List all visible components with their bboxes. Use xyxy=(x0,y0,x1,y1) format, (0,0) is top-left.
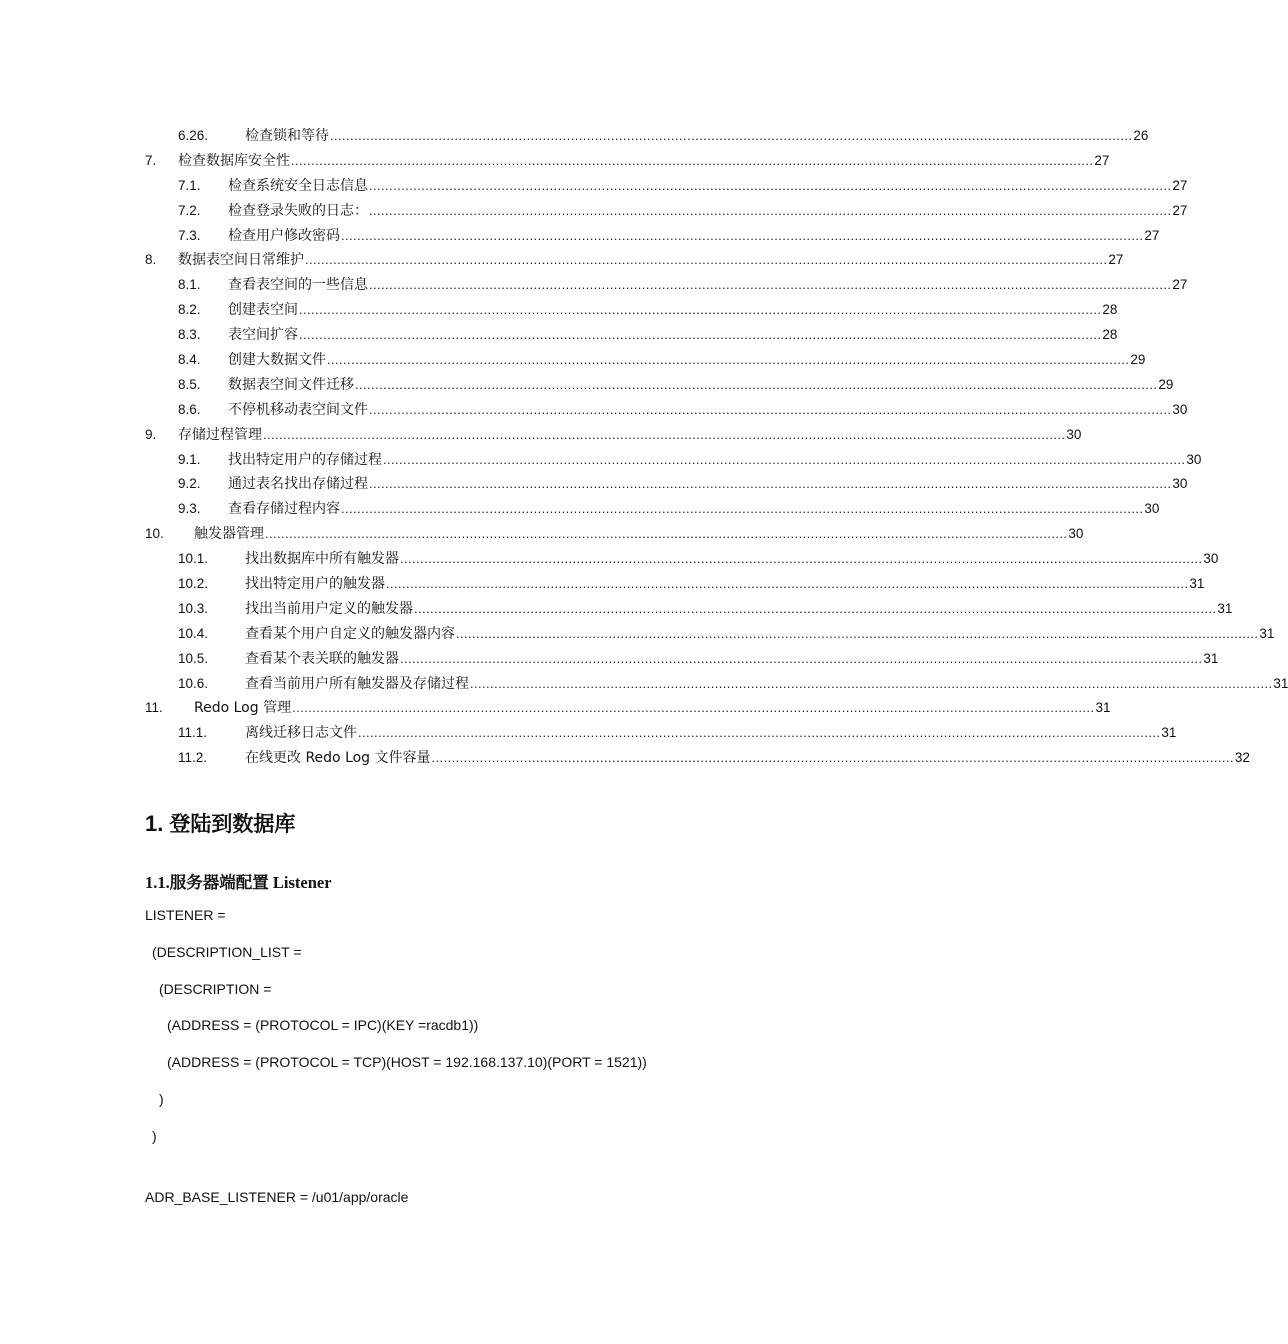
toc-entry-number: 10.3. xyxy=(178,600,209,616)
toc-leader-dots: ........................................................................................................................................................................................................ xyxy=(369,202,1172,218)
toc-entry-number: 9. xyxy=(145,426,157,442)
toc-entry[interactable] xyxy=(0,522,1084,547)
config-line: (DESCRIPTION = xyxy=(159,981,272,997)
toc-entry-page: 30 xyxy=(1066,426,1082,442)
toc-entry-title: Redo Log 管理 xyxy=(194,700,292,717)
toc-entry-number: 8.1. xyxy=(178,277,201,293)
toc-leader-dots: ........................................................................................................................................................................................................ xyxy=(299,302,1102,318)
toc-entry[interactable] xyxy=(0,373,1174,398)
toc-entry-title: 检查用户修改密码 xyxy=(228,227,340,244)
toc-leader-dots: ........................................................................................................................................................................................................ xyxy=(341,227,1144,243)
toc-entry[interactable] xyxy=(0,323,1118,348)
toc-entry-number: 9.2. xyxy=(178,476,201,492)
toc-entry-page: 27 xyxy=(1108,252,1124,268)
toc-entry-number: 8. xyxy=(145,252,157,268)
toc-entry-title: 数据表空间文件迁移 xyxy=(228,376,354,393)
toc-entry-number: 9.3. xyxy=(178,501,201,517)
toc-entry-title: 找出特定用户的触发器 xyxy=(245,576,385,593)
config-line: ADR_BASE_LISTENER = /u01/app/oracle xyxy=(145,1189,409,1205)
toc-entry-number: 7.3. xyxy=(178,227,201,243)
toc-entry-number: 7.2. xyxy=(178,202,201,218)
toc-entry-number: 11.2. xyxy=(178,750,208,766)
toc-entry[interactable] xyxy=(0,622,1275,647)
toc-entry-title: 创建大数据文件 xyxy=(228,352,326,369)
toc-leader-dots: ........................................................................................................................................................................................................ xyxy=(400,650,1203,666)
subsection-heading: 1.1.服务器端配置 Listener xyxy=(145,873,332,892)
toc-entry-title: 存储过程管理 xyxy=(178,426,262,443)
toc-entry[interactable] xyxy=(0,199,1188,224)
config-line: LISTENER = xyxy=(145,907,226,923)
toc-leader-dots: ........................................................................................................................................................................................................ xyxy=(414,600,1217,616)
toc-entry-number: 11.1. xyxy=(178,725,208,741)
section-title: 登陆到数据库 xyxy=(169,812,296,836)
toc-leader-dots: ........................................................................................................................................................................................................ xyxy=(291,152,1094,168)
toc-entry-title: 表空间扩容 xyxy=(228,327,298,344)
toc-entry[interactable] xyxy=(0,472,1188,497)
toc-entry[interactable] xyxy=(0,248,1124,273)
toc-entry[interactable] xyxy=(0,124,1149,149)
toc-leader-dots: ........................................................................................................................................................................................................ xyxy=(358,725,1161,741)
toc-entry-number: 10.5. xyxy=(178,650,209,666)
toc-leader-dots: ........................................................................................................................................................................................................ xyxy=(369,476,1172,492)
toc-entry[interactable] xyxy=(0,448,1202,473)
toc-leader-dots: ........................................................................................................................................................................................................ xyxy=(305,252,1108,268)
toc-leader-dots: ........................................................................................................................................................................................................ xyxy=(341,501,1144,517)
toc-leader-dots: ........................................................................................................................................................................................................ xyxy=(265,526,1068,542)
toc-entry-title: 找出特定用户的存储过程 xyxy=(228,451,382,468)
toc-entry-title: 检查系统安全日志信息 xyxy=(228,177,368,194)
table-of-contents xyxy=(0,124,1288,771)
config-line: ) xyxy=(152,1128,157,1144)
toc-entry-page: 27 xyxy=(1094,152,1110,168)
toc-entry-title: 查看某个表关联的触发器 xyxy=(245,650,399,667)
toc-entry-page: 30 xyxy=(1172,476,1188,492)
toc-entry-title: 找出当前用户定义的触发器 xyxy=(245,600,413,617)
toc-entry[interactable] xyxy=(0,696,1111,721)
toc-entry-title: 离线迁移日志文件 xyxy=(245,725,357,742)
config-line: (DESCRIPTION_LIST = xyxy=(152,944,302,960)
toc-entry-number: 9.1. xyxy=(178,451,201,467)
toc-entry-page: 30 xyxy=(1203,551,1219,567)
toc-leader-dots: ........................................................................................................................................................................................................ xyxy=(327,352,1130,368)
toc-entry-page: 31 xyxy=(1161,725,1177,741)
toc-entry-page: 26 xyxy=(1133,128,1149,143)
toc-leader-dots: ........................................................................................................................................................................................................ xyxy=(369,177,1172,193)
toc-entry-page: 28 xyxy=(1102,302,1118,318)
toc-entry[interactable] xyxy=(0,423,1082,448)
toc-entry-number: 10. xyxy=(145,526,164,542)
toc-entry-number: 7.1. xyxy=(178,177,201,193)
toc-entry-title: 检查登录失败的日志： xyxy=(228,202,368,219)
toc-entry[interactable] xyxy=(0,647,1219,672)
toc-entry-title: 检查锁和等待 xyxy=(245,128,329,144)
toc-entry[interactable] xyxy=(0,224,1160,249)
toc-leader-dots: ........................................................................................................................................................................................................ xyxy=(400,551,1203,567)
toc-leader-dots: ........................................................................................................................................................................................................ xyxy=(355,376,1158,392)
toc-entry-page: 32 xyxy=(1234,750,1250,766)
toc-entry-title: 查看某个用户自定义的触发器内容 xyxy=(245,625,455,642)
toc-entry-number: 8.4. xyxy=(178,352,201,368)
toc-leader-dots: ........................................................................................................................................................................................................ xyxy=(431,750,1234,766)
toc-leader-dots: ........................................................................................................................................................................................................ xyxy=(263,426,1066,442)
toc-leader-dots: ........................................................................................................................................................................................................ xyxy=(386,576,1189,592)
toc-entry-number: 8.6. xyxy=(178,401,201,417)
toc-entry-title: 找出数据库中所有触发器 xyxy=(245,551,399,568)
toc-entry-page: 30 xyxy=(1068,526,1084,542)
toc-entry-page: 28 xyxy=(1102,327,1118,343)
toc-entry[interactable] xyxy=(0,672,1288,697)
toc-entry-number: 10.1. xyxy=(178,551,209,567)
toc-entry-title: 创建表空间 xyxy=(228,302,298,319)
config-line: (ADDRESS = (PROTOCOL = IPC)(KEY =racdb1)) xyxy=(167,1017,479,1033)
toc-entry[interactable] xyxy=(0,348,1146,373)
toc-entry-title: 查看存储过程内容 xyxy=(228,501,340,518)
toc-leader-dots: ........................................................................................................................................................................................................ xyxy=(369,401,1172,417)
toc-leader-dots: ........................................................................................................................................................................................................ xyxy=(470,675,1273,691)
config-line: ) xyxy=(159,1091,164,1107)
toc-entry-number: 8.5. xyxy=(178,376,201,392)
toc-entry-page: 31 xyxy=(1203,650,1219,666)
toc-entry[interactable] xyxy=(0,572,1205,597)
toc-entry-number: 8.2. xyxy=(178,302,201,318)
toc-entry[interactable] xyxy=(0,746,1250,771)
toc-leader-dots: ........................................................................................................................................................................................................ xyxy=(456,625,1259,641)
toc-entry-page: 31 xyxy=(1189,576,1205,592)
toc-entry-page: 29 xyxy=(1130,352,1146,368)
toc-entry-page: 27 xyxy=(1172,277,1188,293)
toc-entry-title: 数据表空间日常维护 xyxy=(178,252,304,269)
toc-entry-title: 在线更改 Redo Log 文件容量 xyxy=(245,750,431,767)
toc-entry-number: 8.3. xyxy=(178,327,201,343)
toc-entry[interactable] xyxy=(0,721,1177,746)
toc-entry-page: 31 xyxy=(1095,700,1111,716)
toc-entry[interactable] xyxy=(0,597,1233,622)
toc-entry-number: 10.4. xyxy=(178,625,209,641)
toc-entry[interactable] xyxy=(0,547,1219,572)
toc-leader-dots: ........................................................................................................................................................................................................ xyxy=(299,327,1102,343)
toc-entry-number: 6.26. xyxy=(178,128,209,143)
toc-entry-page: 30 xyxy=(1186,451,1202,467)
toc-leader-dots: ........................................................................................................................................................................................................ xyxy=(369,277,1172,293)
toc-entry[interactable] xyxy=(0,149,1110,174)
toc-entry-number: 7. xyxy=(145,152,157,168)
toc-entry-page: 31 xyxy=(1273,675,1288,691)
toc-entry[interactable] xyxy=(0,497,1160,522)
config-line: (ADDRESS = (PROTOCOL = TCP)(HOST = 192.168.137.10)(PORT = 1521)) xyxy=(167,1054,647,1070)
toc-entry-page: 30 xyxy=(1144,501,1160,517)
toc-entry-title: 查看当前用户所有触发器及存储过程 xyxy=(245,675,469,692)
toc-entry-page: 27 xyxy=(1144,227,1160,243)
section-number: 1. xyxy=(145,811,164,836)
toc-entry-page: 27 xyxy=(1172,177,1188,193)
toc-entry-page: 27 xyxy=(1172,202,1188,218)
toc-entry-page: 31 xyxy=(1217,600,1233,616)
toc-entry[interactable] xyxy=(0,273,1188,298)
toc-entry-number: 10.2. xyxy=(178,576,209,592)
toc-entry-page: 30 xyxy=(1172,401,1188,417)
toc-entry-number: 10.6. xyxy=(178,675,209,691)
toc-entry-title: 检查数据库安全性 xyxy=(178,152,290,169)
toc-entry-title: 通过表名找出存储过程 xyxy=(228,476,368,493)
toc-entry-page: 29 xyxy=(1158,376,1174,392)
toc-leader-dots: ........................................................................................................................................................................................................ xyxy=(292,700,1095,716)
toc-entry[interactable] xyxy=(0,398,1188,423)
section-heading xyxy=(145,808,295,838)
toc-entry-title: 触发器管理 xyxy=(194,526,264,543)
toc-entry-title: 不停机移动表空间文件 xyxy=(228,401,368,418)
toc-entry-number: 11. xyxy=(145,700,163,716)
toc-leader-dots: ........................................................................................................................................................................................................ xyxy=(383,451,1186,467)
toc-entry[interactable] xyxy=(0,174,1188,199)
toc-entry-title: 查看表空间的一些信息 xyxy=(228,277,368,294)
toc-entry[interactable] xyxy=(0,298,1118,323)
toc-leader-dots: ........................................................................................................................................................................................................ xyxy=(330,128,1133,143)
toc-entry-page: 31 xyxy=(1259,625,1275,641)
